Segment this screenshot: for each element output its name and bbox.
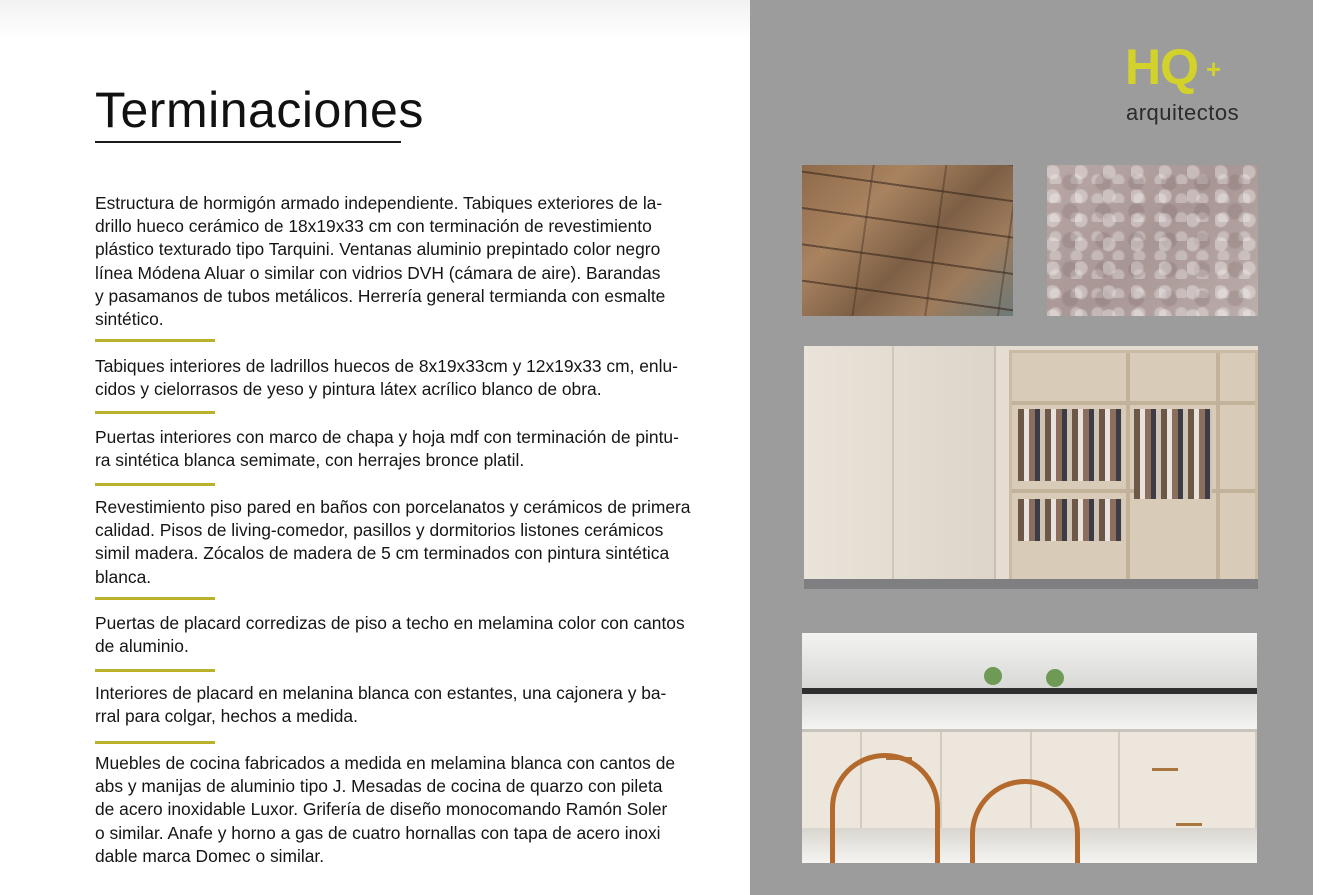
chair — [830, 753, 940, 863]
paragraph-closet-interiors — [95, 682, 725, 728]
divider — [1216, 353, 1220, 580]
hanging-clothes — [1134, 409, 1212, 499]
text-line: dable marca Domec o similar. — [95, 845, 325, 866]
text-line: Puertas interiores con marco de chapa y hoja mdf con terminación de pintu- — [95, 427, 679, 447]
text-line: Muebles de cocina fabricados a medida en melamina blanca con cantos de — [95, 753, 676, 773]
wardrobe-interior — [1009, 350, 1258, 583]
floor — [804, 579, 1258, 589]
logo-plus-icon: + — [1206, 54, 1222, 84]
paragraph-interior-walls — [95, 355, 725, 401]
text-line: o similar. Anafe y horno a gas de cuatro hornallas con tapa de acero inoxi — [95, 822, 661, 843]
section-separator — [95, 339, 215, 342]
logo-subtitle: arquitectos — [1126, 100, 1240, 125]
text-line: cidos y cielorrasos de yeso y pintura látex acrílico blanco de obra. — [95, 379, 602, 400]
section-separator — [95, 483, 215, 486]
text-line: blanca. — [95, 566, 152, 587]
countertop — [802, 694, 1257, 732]
section-separator — [95, 741, 215, 744]
wardrobe-photo — [804, 346, 1258, 589]
door-seam — [892, 346, 894, 589]
text-line: drillo hueco cerámico de 18x19x33 cm con terminación de revestimiento — [95, 216, 652, 237]
text-line: línea Módena Aluar o similar con vidrios DVH (cámara de aire). Barandas — [95, 262, 661, 283]
text-line: Puertas de placard corredizas de piso a techo en melamina color con cantos — [95, 613, 685, 633]
wood-floor-photo — [802, 165, 1013, 316]
text-line: plástico texturado tipo Tarquini. Ventanas aluminio prepintado color negro — [95, 239, 661, 260]
text-line: de acero inoxidable Luxor. Grifería de diseño monocomando Ramón Soler — [95, 799, 668, 820]
text-line: Estructura de hormigón armado independiente. Tabiques exteriores de la- — [95, 193, 663, 213]
cabinet-handle — [1152, 768, 1178, 771]
text-line: ra sintética blanca semimate, con herrajes bronce platil. — [95, 450, 525, 471]
page-edge — [1313, 0, 1320, 895]
paragraph-flooring — [95, 496, 725, 589]
hanging-clothes — [1018, 499, 1122, 541]
cabinet-handle — [1176, 823, 1202, 826]
hanging-clothes — [1018, 409, 1122, 481]
section-separator — [95, 669, 215, 672]
text-line: abs y manijas de aluminio tipo J. Mesadas de cocina de quarzo con pileta — [95, 776, 663, 797]
text-line: sintético. — [95, 309, 164, 330]
text-line: de aluminio. — [95, 636, 189, 657]
plant — [1046, 669, 1064, 687]
section-separator — [95, 597, 215, 600]
paragraph-closet-doors — [95, 612, 725, 658]
text-line: Interiores de placard en melanina blanca con estantes, una cajonera y ba- — [95, 683, 667, 703]
kitchen-photo — [802, 633, 1257, 863]
logo-mark: HQ — [1125, 39, 1198, 95]
divider — [1126, 353, 1130, 580]
title-underline — [95, 141, 401, 143]
text-line: simil madera. Zócalos de madera de 5 cm terminados con pintura sintética — [95, 543, 670, 564]
text-line: Revestimiento piso pared en baños con porcelanatos y cerámicos de primera — [95, 497, 691, 517]
text-line: Tabiques interiores de ladrillos huecos de 8x19x33cm y 12x19x33 cm, enlu- — [95, 356, 678, 376]
kitchen-window — [802, 633, 1257, 694]
text-line: calidad. Pisos de living-comedor, pasillos y dormitorios listones cerámicos — [95, 520, 664, 541]
page-title: Terminaciones — [95, 82, 424, 138]
sliding-door — [804, 346, 996, 589]
plant — [984, 667, 1002, 685]
section-separator — [95, 411, 215, 414]
paragraph-kitchen — [95, 752, 725, 868]
paragraph-interior-doors — [95, 426, 725, 472]
paragraph-structure — [95, 192, 725, 331]
text-line: rral para colgar, hechos a medida. — [95, 706, 358, 727]
textured-wall-photo — [1047, 165, 1258, 316]
text-line: y pasamanos de tubos metálicos. Herrería general termianda con esmalte — [95, 285, 666, 306]
